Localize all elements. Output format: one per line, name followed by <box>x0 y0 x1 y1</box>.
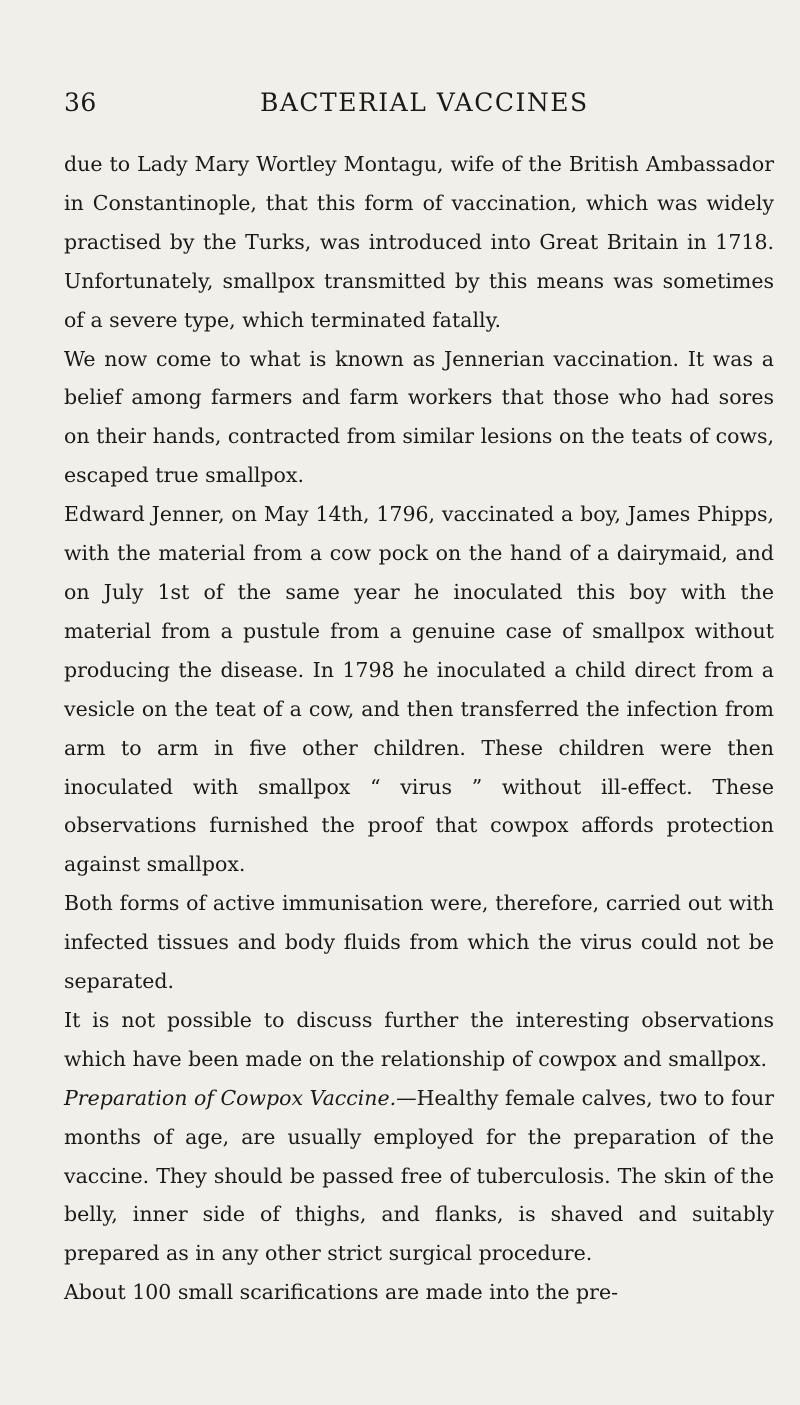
paragraph-1: due to Lady Mary Wortley Montagu, wife of the British Ambassador in Constantinople, that this form of vaccination, which was widely practised by the Turks, was introduced into Great Britain in 1718. Unfortunately, smallpox transmitted by this means was sometimes of a severe type, which terminated fatally. <box>64 152 774 332</box>
page-header <box>64 88 772 128</box>
body-text <box>64 145 774 1312</box>
paragraph-3: Edward Jenner, on May 14th, 1796, vaccinated a boy, James Phipps, with the material from a cow pock on the hand of a dairymaid, and on July 1st of the same year he inoculated this boy with the material from a pustule from a genuine case of smallpox without producing the disease. In 1798 he inoculated a child direct from a vesicle on the teat of a cow, and then transferred the infection from arm to arm in five other children. These children were then inoculated with smallpox “ virus ” without ill-effect. These observations furnished the proof that cowpox affords protection against smallpox. <box>64 502 774 877</box>
paragraph-4: Both forms of active immunisation were, therefore, carried out with infected tissues and body fluids from which the virus could not be separated. <box>64 891 774 994</box>
section-heading: Preparation of Cowpox Vaccine. <box>64 1085 397 1110</box>
paragraph-5: It is not possible to discuss further the interesting observations which have been made on the relationship of cowpox and smallpox. <box>64 1007 774 1071</box>
paragraph-6-body: —Healthy female calves, two to four months of age, are usually employed for the preparation of the vaccine. They should be passed free of tuberculosis. The skin of the belly, inner side of thighs, and flanks, is shaved and suitably prepared as in any other strict surgical procedure. <box>64 1085 775 1266</box>
page-number: 36 <box>64 88 97 117</box>
paragraph-2: We now come to what is known as Jennerian vaccination. It was a belief among farmers and farm workers that those who had sores on their hands, contracted from similar lesions on the teats of cows, escaped true smallpox. <box>64 346 774 488</box>
paragraph-6 <box>64 1079 774 1274</box>
paragraph-7: About 100 small scarifications are made into the pre- <box>64 1280 619 1305</box>
running-head: BACTERIAL VACCINES <box>260 88 589 117</box>
